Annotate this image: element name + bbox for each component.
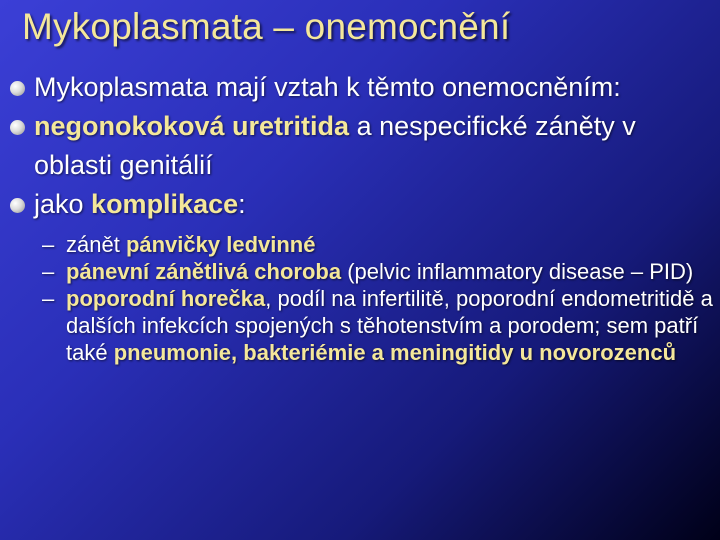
sub-3-text: , podíl na infertilitě, poporodní endometritidě a dalších infekcích spojených s těhotenstvím a porodem; sem patří také bbox=[66, 286, 713, 365]
bullet-3-suffix: : bbox=[238, 189, 246, 219]
bullet-3-highlight: komplikace bbox=[91, 189, 239, 219]
bullet-2-text: a nespecifické záněty v oblasti genitálií bbox=[34, 111, 636, 180]
sub-item-2 bbox=[10, 258, 715, 285]
sub-item-3 bbox=[10, 285, 715, 366]
bullet-2-highlight: negonokoková uretritida bbox=[34, 111, 350, 141]
dash-icon: – bbox=[42, 286, 55, 311]
sub-2-text: (pelvic inflammatory disease – PID) bbox=[341, 259, 694, 284]
sub-2-highlight: pánevní zánětlivá choroba bbox=[66, 259, 342, 284]
sub-1-highlight: pánvičky ledvinné bbox=[125, 232, 316, 257]
sub-3-highlight-2: pneumonie, bakteriémie a meningitidy u novorozenců bbox=[113, 340, 677, 365]
slide-title: Mykoplasmata – onemocnění bbox=[22, 6, 511, 47]
bullet-item-2 bbox=[10, 107, 715, 185]
bullet-3-prefix: jako bbox=[34, 189, 92, 219]
sub-item-1 bbox=[10, 231, 715, 258]
bullet-item-3 bbox=[10, 185, 715, 224]
bullet-dot-icon bbox=[10, 81, 25, 96]
bullet-dot-icon bbox=[10, 198, 25, 213]
dash-icon: – bbox=[42, 259, 55, 284]
bullet-dot-icon bbox=[10, 120, 25, 135]
bullet-1-text: Mykoplasmata mají vztah k těmto onemocněním: bbox=[34, 72, 621, 102]
sub-list bbox=[10, 231, 715, 366]
sub-1-prefix: zánět bbox=[66, 232, 126, 257]
slide-content bbox=[10, 68, 715, 366]
sub-3-highlight: poporodní horečka bbox=[66, 286, 266, 311]
dash-icon: – bbox=[42, 232, 55, 257]
bullet-item-1 bbox=[10, 68, 715, 107]
